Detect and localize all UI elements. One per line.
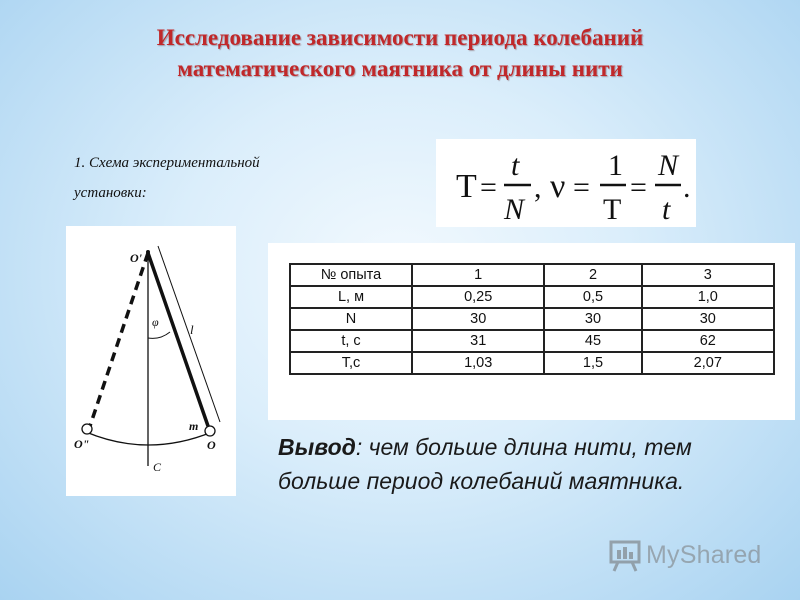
results-table-panel bbox=[268, 243, 795, 420]
table-cell: 2 bbox=[544, 264, 641, 286]
formula-N-den: N bbox=[504, 193, 525, 226]
table-row bbox=[290, 286, 774, 308]
table-row bbox=[290, 264, 774, 286]
label-O1: O' bbox=[130, 251, 142, 265]
formula-N-num: N bbox=[658, 149, 679, 182]
pendulum-figure-panel bbox=[66, 226, 236, 496]
table-cell: 0,5 bbox=[544, 286, 641, 308]
table-cell: 1,5 bbox=[544, 352, 641, 374]
conclusion-text bbox=[278, 430, 778, 498]
conclusion-lead: Вывод bbox=[278, 434, 356, 460]
pendulum-diagram bbox=[66, 226, 236, 496]
swing-arc bbox=[86, 432, 212, 445]
table-cell: 30 bbox=[642, 308, 774, 330]
formula-panel bbox=[436, 139, 696, 227]
table-row bbox=[290, 330, 774, 352]
pivot-point bbox=[146, 250, 150, 254]
title-line-1: Исследование зависимости периода колебаний bbox=[156, 25, 644, 50]
watermark-text: MyShared bbox=[646, 540, 762, 569]
label-C: C bbox=[153, 460, 162, 474]
label-phi: φ bbox=[152, 315, 159, 329]
label-O: O bbox=[207, 438, 216, 452]
schema-line-1: 1. Схема экспериментальной bbox=[74, 155, 260, 171]
formula-eq3: = bbox=[630, 171, 647, 204]
label-O2: O" bbox=[74, 437, 90, 451]
table-cell: 1,0 bbox=[642, 286, 774, 308]
formula-dot: . bbox=[683, 171, 691, 204]
formula-t-num: t bbox=[511, 149, 520, 182]
table-cell: 3 bbox=[642, 264, 774, 286]
table-cell: 45 bbox=[544, 330, 641, 352]
table-cell: 31 bbox=[412, 330, 544, 352]
table-cell: L, м bbox=[290, 286, 412, 308]
slide-title bbox=[80, 22, 720, 84]
table-cell: N bbox=[290, 308, 412, 330]
label-m: m bbox=[189, 419, 199, 433]
formula bbox=[436, 139, 696, 227]
formula-comma: , bbox=[534, 171, 542, 204]
conclusion-line-1 bbox=[278, 430, 778, 464]
formula-eq1: = bbox=[480, 171, 497, 204]
pendulum-thread bbox=[148, 253, 208, 426]
angle-arc bbox=[148, 332, 170, 338]
table-cell: t, с bbox=[290, 330, 412, 352]
table-cell: 0,25 bbox=[412, 286, 544, 308]
formula-t-den: t bbox=[662, 193, 671, 226]
formula-T1: T bbox=[456, 168, 477, 205]
presentation-board-icon bbox=[608, 538, 642, 572]
table-cell: 62 bbox=[642, 330, 774, 352]
table-cell: № опыта bbox=[290, 264, 412, 286]
deflected-thread-dashed bbox=[90, 253, 148, 426]
table-cell: 30 bbox=[544, 308, 641, 330]
bob-left-position bbox=[82, 424, 92, 434]
bob-right-position bbox=[205, 426, 215, 436]
schema-line-2: установки: bbox=[74, 185, 147, 201]
table-row bbox=[290, 308, 774, 330]
title-line-2: математического маятника от длины нити bbox=[177, 56, 623, 81]
formula-eq2: = bbox=[573, 171, 590, 204]
formula-nu: ν bbox=[550, 168, 566, 205]
conclusion-text-1: : чем больше длина нити, тем bbox=[355, 434, 692, 460]
formula-one-num: 1 bbox=[608, 149, 623, 182]
watermark-logo bbox=[608, 538, 762, 572]
table-cell: 1,03 bbox=[412, 352, 544, 374]
formula-T-den: T bbox=[603, 193, 622, 226]
table-cell: T,с bbox=[290, 352, 412, 374]
schema-caption bbox=[74, 148, 324, 208]
label-l: l bbox=[190, 322, 194, 337]
table-cell: 1 bbox=[412, 264, 544, 286]
table-row bbox=[290, 352, 774, 374]
table-cell: 2,07 bbox=[642, 352, 774, 374]
conclusion-text-2: больше период колебаний маятника. bbox=[278, 468, 685, 494]
table-cell: 30 bbox=[412, 308, 544, 330]
results-table bbox=[289, 263, 775, 375]
